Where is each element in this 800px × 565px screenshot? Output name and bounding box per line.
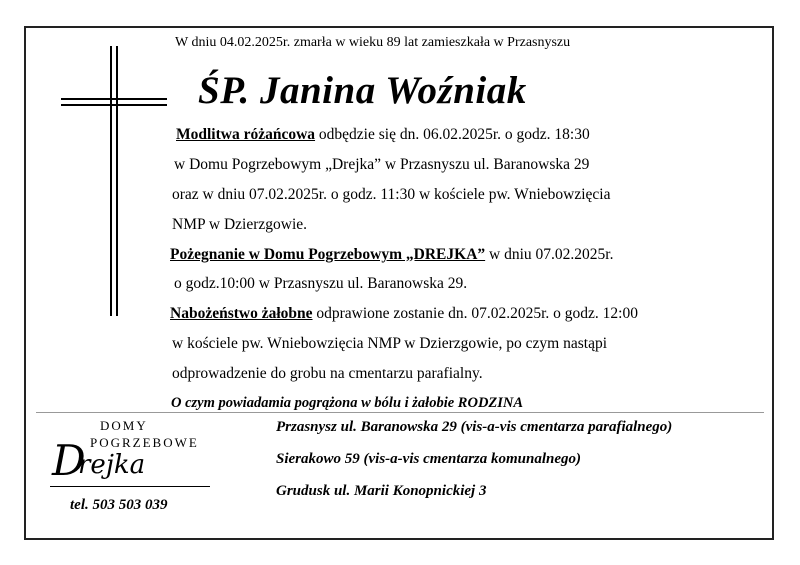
rosary-line-2: w Domu Pogrzebowym „Drejka” w Przasnyszu ul. Baranowska 29: [174, 156, 590, 173]
phone-number: tel. 503 503 039: [70, 497, 168, 513]
logo-script: rejka: [78, 450, 146, 480]
rosary-text-1: odbędzie się dn. 06.02.2025r. o godz. 18:30: [315, 126, 590, 143]
closing-text: O czym powiadamia pogrążona w bólu i żałobie RODZINA: [171, 395, 524, 411]
address-3: Grudusk ul. Marii Konopnickiej 3: [276, 483, 487, 499]
funeral-home-logo: [38, 418, 218, 508]
rosary-line-1: [176, 126, 590, 144]
rosary-line-3: oraz w dniu 07.02.2025r. o godz. 11:30 w kościele pw. Wniebowzięcia: [172, 186, 611, 203]
logo-rule: [50, 486, 210, 487]
logo-line-2: POGRZEBOWE: [90, 435, 199, 450]
farewell-line-1: [170, 246, 613, 264]
deceased-name: ŚP. Janina Woźniak: [198, 69, 527, 112]
rosary-label: Modlitwa różańcowa: [176, 126, 316, 143]
logo-line-1: DOMY: [100, 418, 148, 433]
farewell-line-2: o godz.10:00 w Przasnyszu ul. Baranowska 29.: [174, 275, 468, 292]
farewell-text-1: w dniu 07.02.2025r.: [485, 246, 614, 263]
mass-label: Nabożeństwo żałobne: [170, 305, 313, 322]
logo-initial: D: [52, 436, 86, 485]
mass-line-1: [170, 305, 638, 323]
address-2: Sierakowo 59 (vis-a-vis cmentarza komunalnego): [276, 451, 582, 467]
farewell-label: Pożegnanie w Domu Pogrzebowym „DREJKA”: [170, 246, 486, 263]
rosary-line-4: NMP w Dzierzgowie.: [172, 216, 308, 233]
address-1: Przasnysz ul. Baranowska 29 (vis-a-vis cmentarza parafialnego): [276, 419, 673, 435]
footer-divider: [36, 412, 764, 413]
mass-line-2: w kościele pw. Wniebowzięcia NMP w Dzierzgowie, po czym nastąpi: [172, 335, 608, 352]
mass-line-3: odprowadzenie do grobu na cmentarzu parafialny.: [172, 365, 483, 382]
mass-text-1: odprawione zostanie dn. 07.02.2025r. o godz. 12:00: [312, 305, 638, 322]
intro-text: W dniu 04.02.2025r. zmarła w wieku 89 lat zamieszkała w Przasnyszu: [175, 35, 571, 50]
